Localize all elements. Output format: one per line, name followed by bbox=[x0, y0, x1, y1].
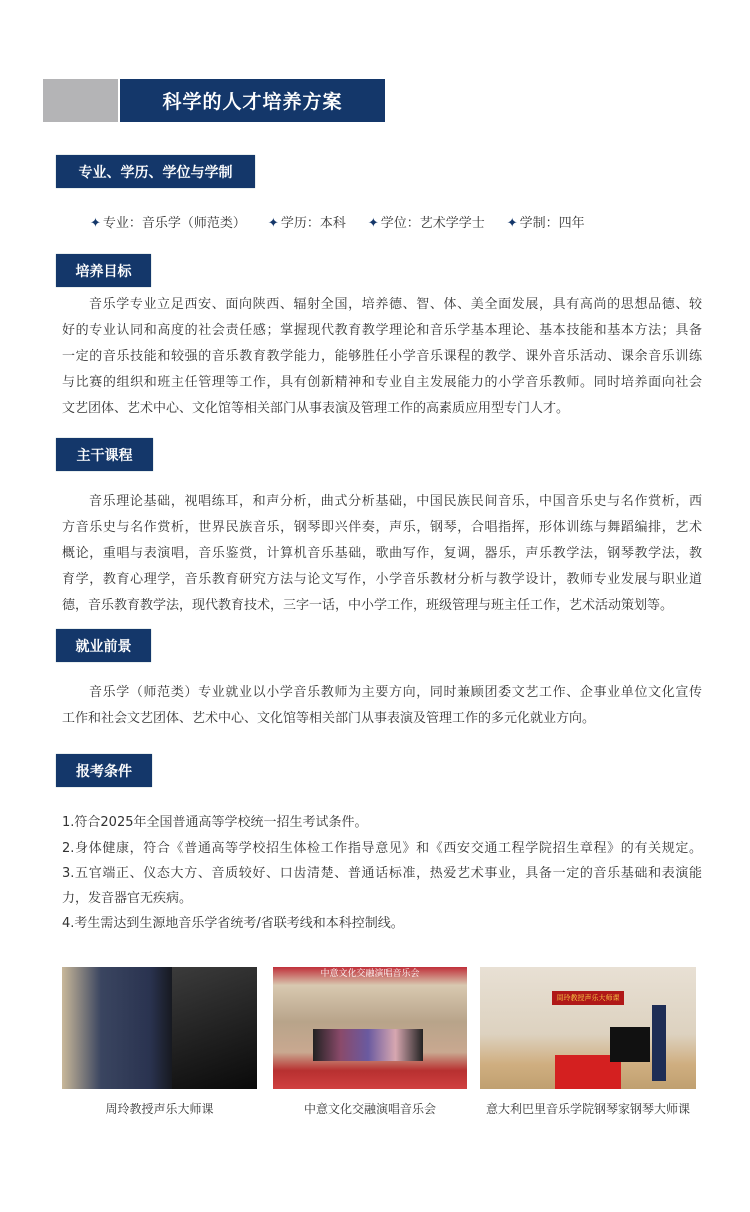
photo-banner-text: 中意文化交融演唱音乐会 bbox=[320, 969, 420, 979]
page-title: 科学的人才培养方案 bbox=[120, 79, 385, 122]
singer-figure bbox=[652, 1005, 666, 1081]
piano-shape bbox=[610, 1027, 650, 1062]
photo-caption: 意大利巴里音乐学院钢琴家钢琴大师课 bbox=[485, 1102, 690, 1116]
photo-caption: 周玲教授声乐大师课 bbox=[105, 1102, 214, 1116]
text-line: 文艺团体、艺术中心、文化馆等相关部门从事表演及管理工作的高素质应用型专门人才。 bbox=[62, 401, 570, 416]
photo-caption: 中意文化交融演唱音乐会 bbox=[303, 1102, 436, 1116]
text-line: 好的专业认同和高度的社会责任感；掌握现代教育教学理论和音乐学基本理论、基本技能和基本方法；具备 bbox=[62, 323, 702, 338]
section-heading-goal: 培养目标 bbox=[56, 254, 151, 287]
requirement-item: 4.考生需达到生源地音乐学省统考/省联考线和本科控制线。 bbox=[62, 916, 404, 931]
degree-info bbox=[90, 212, 585, 231]
star-icon: ✦ bbox=[267, 216, 279, 231]
requirement-item: 力，发音器官无疾病。 bbox=[62, 891, 193, 906]
degree-item: ✦ 学制：四年 bbox=[506, 216, 585, 231]
photo-banner-text: 周玲教授声乐大师课 bbox=[552, 991, 624, 1005]
requirement-item: 1.符合2025年全国普通高等学校统一招生考试条件。 bbox=[62, 815, 368, 830]
degree-item: ✦ 学位：艺术学学士 bbox=[367, 216, 485, 231]
section-heading-career: 就业前景 bbox=[56, 629, 151, 662]
piano-shape bbox=[172, 967, 257, 1089]
photo-vocal-masterclass bbox=[62, 967, 257, 1089]
section-heading-courses: 主干课程 bbox=[56, 438, 153, 471]
requirement-item: 2.身体健康，符合《普通高等学校招生体检工作指导意见》和《西安交通工程学院招生章程》的有关规定。 bbox=[62, 841, 702, 856]
photo-piano-masterclass bbox=[480, 967, 696, 1089]
text-line: 育学，教育心理学，音乐教育研究方法与论文写作，小学音乐教材分析与教学设计，教师专业发展与职业道 bbox=[62, 572, 702, 587]
text-line: 一定的音乐技能和较强的音乐教育教学能力，能够胜任小学音乐课程的教学、课外音乐活动、课余音乐训练 bbox=[62, 349, 702, 364]
choir-group bbox=[313, 1029, 423, 1061]
text-line: 德，音乐教育教学法，现代教育技术，三字一话，中小学工作，班级管理与班主任工作，艺术活动策划等。 bbox=[62, 598, 674, 613]
section-heading-requirements: 报考条件 bbox=[56, 754, 152, 787]
star-icon: ✦ bbox=[506, 216, 518, 231]
photo-concert bbox=[273, 967, 467, 1089]
star-icon: ✦ bbox=[90, 216, 101, 231]
text-line: 音乐学（师范类）专业就业以小学音乐教师为主要方向，同时兼顾团委文艺工作、企事业单位文化宣传 bbox=[89, 685, 702, 700]
requirement-item: 3.五官端正、仪态大方、音质较好、口齿清楚、普通话标准，热爱艺术事业，具备一定的音乐基础和表演能 bbox=[62, 866, 702, 881]
text-line: 与比赛的组织和班主任管理等工作，具有创新精神和专业自主发展能力的小学音乐教师。同时培养面向社会 bbox=[62, 375, 702, 390]
text-line: 音乐理论基础，视唱练耳，和声分析，曲式分析基础，中国民族民间音乐，中国音乐史与名作赏析，西 bbox=[89, 494, 702, 509]
text-line: 工作和社会文艺团体、艺术中心、文化馆等相关部门从事表演及管理工作的多元化就业方向。 bbox=[62, 711, 596, 726]
degree-item: ✦ 专业：音乐学（师范类） bbox=[90, 216, 246, 231]
section-heading-degree: 专业、学历、学位与学制 bbox=[56, 155, 255, 188]
degree-item: ✦ 学历：本科 bbox=[267, 216, 346, 231]
star-icon: ✦ bbox=[367, 216, 379, 231]
title-decoration bbox=[43, 79, 118, 122]
text-line: 方音乐史与名作赏析，世界民族音乐，钢琴即兴伴奏，声乐，钢琴，合唱指挥，形体训练与舞蹈编排，艺术 bbox=[62, 520, 702, 535]
text-line: 音乐学专业立足西安、面向陕西、辐射全国，培养德、智、体、美全面发展，具有高尚的思想品德、较 bbox=[89, 297, 702, 312]
text-line: 概论，重唱与表演唱，音乐鉴赏，计算机音乐基础，歌曲写作，复调，器乐，声乐教学法，钢琴教学法，教 bbox=[62, 546, 702, 561]
